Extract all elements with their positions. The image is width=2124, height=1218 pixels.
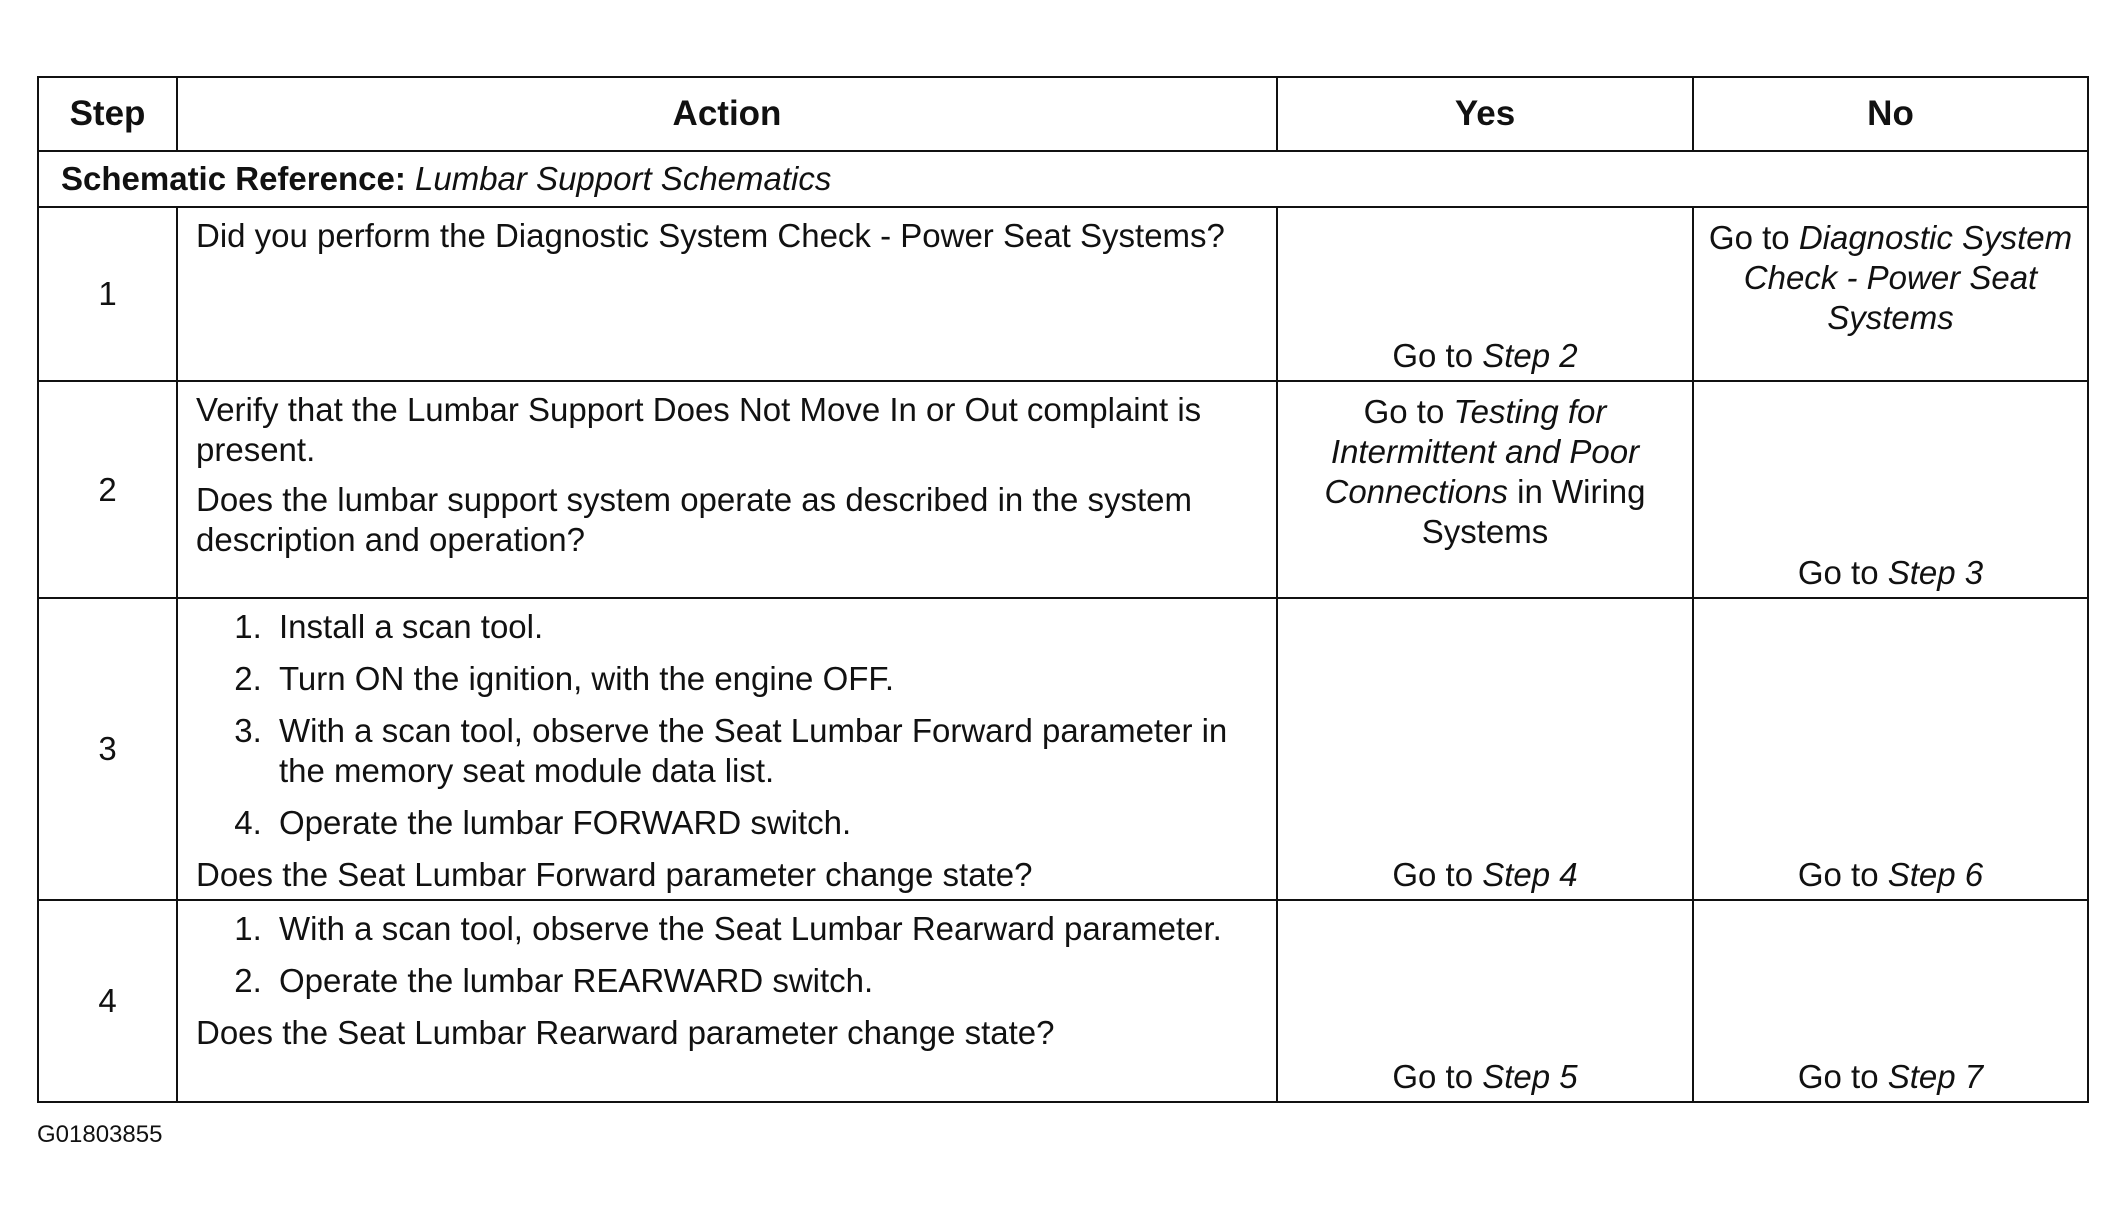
reference-label: Schematic Reference: [61, 160, 406, 197]
list-item: 2. Turn ON the ignition, with the engine OFF. [271, 659, 1258, 699]
action-paragraph: Verify that the Lumbar Support Does Not Move In or Out complaint is present. [196, 391, 1202, 468]
no-cell [1693, 598, 2088, 900]
no-prefix: Go to [1797, 554, 1879, 591]
action-question: Does the lumbar support system operate as described in the system description and operation? [196, 481, 1192, 558]
action-cell [177, 598, 1277, 900]
yes-cell [1277, 900, 1693, 1102]
list-item: 1. Install a scan tool. [271, 607, 1258, 647]
table-row [38, 207, 2088, 381]
list-item: 3. With a scan tool, observe the Seat Lumbar Forward parameter in the memory seat module data list. [271, 711, 1258, 791]
step-number: 2 [38, 381, 177, 598]
yes-prefix: Go to [1363, 393, 1445, 430]
diagnostic-table [37, 76, 2089, 1103]
list-item: 1. With a scan tool, observe the Seat Lumbar Rearward parameter. [271, 909, 1258, 949]
yes-suffix: in Wiring Systems [1421, 473, 1646, 550]
header-no: No [1693, 77, 2088, 151]
yes-link[interactable]: Step 2 [1482, 337, 1578, 374]
action-cell [177, 207, 1277, 381]
yes-prefix: Go to [1392, 337, 1474, 374]
table-row [38, 598, 2088, 900]
action-question: Does the Seat Lumbar Forward parameter change state? [196, 856, 1033, 893]
figure-id: G01803855 [37, 1121, 163, 1148]
no-prefix: Go to [1708, 219, 1790, 256]
step-number: 4 [38, 900, 177, 1102]
no-prefix: Go to [1797, 856, 1879, 893]
no-cell [1693, 381, 2088, 598]
yes-cell [1277, 207, 1693, 381]
no-link[interactable]: Step 3 [1887, 554, 1984, 591]
yes-prefix: Go to [1392, 856, 1474, 893]
header-action: Action [177, 77, 1277, 151]
header-step: Step [38, 77, 177, 151]
action-cell [177, 381, 1277, 598]
no-cell [1693, 900, 2088, 1102]
step-number: 1 [38, 207, 177, 381]
yes-cell [1277, 381, 1693, 598]
table-row [38, 900, 2088, 1102]
reference-link[interactable]: Lumbar Support Schematics [415, 160, 832, 197]
yes-prefix: Go to [1392, 1058, 1474, 1095]
step-number: 3 [38, 598, 177, 900]
no-link[interactable]: Diagnostic System Check - Power Seat Systems [1743, 219, 2073, 336]
yes-link[interactable]: Testing for Intermittent and Poor Connections [1324, 393, 1640, 510]
yes-cell [1277, 598, 1693, 900]
no-prefix: Go to [1797, 1058, 1879, 1095]
header-yes: Yes [1277, 77, 1693, 151]
list-item: 4. Operate the lumbar FORWARD switch. [271, 803, 1258, 843]
schematic-reference-row [38, 151, 2088, 207]
header-row [38, 77, 2088, 151]
schematic-reference [38, 151, 2088, 207]
action-steps-list [196, 909, 1258, 1001]
no-cell [1693, 207, 2088, 381]
action-steps-list [196, 607, 1258, 843]
yes-link[interactable]: Step 4 [1482, 856, 1578, 893]
yes-link[interactable]: Step 5 [1482, 1058, 1578, 1095]
action-text: Did you perform the Diagnostic System Check - Power Seat Systems? [196, 217, 1225, 254]
no-link[interactable]: Step 7 [1887, 1058, 1984, 1095]
table-row [38, 381, 2088, 598]
list-item: 2. Operate the lumbar REARWARD switch. [271, 961, 1258, 1001]
action-cell [177, 900, 1277, 1102]
no-link[interactable]: Step 6 [1887, 856, 1984, 893]
action-question: Does the Seat Lumbar Rearward parameter change state? [196, 1014, 1055, 1051]
